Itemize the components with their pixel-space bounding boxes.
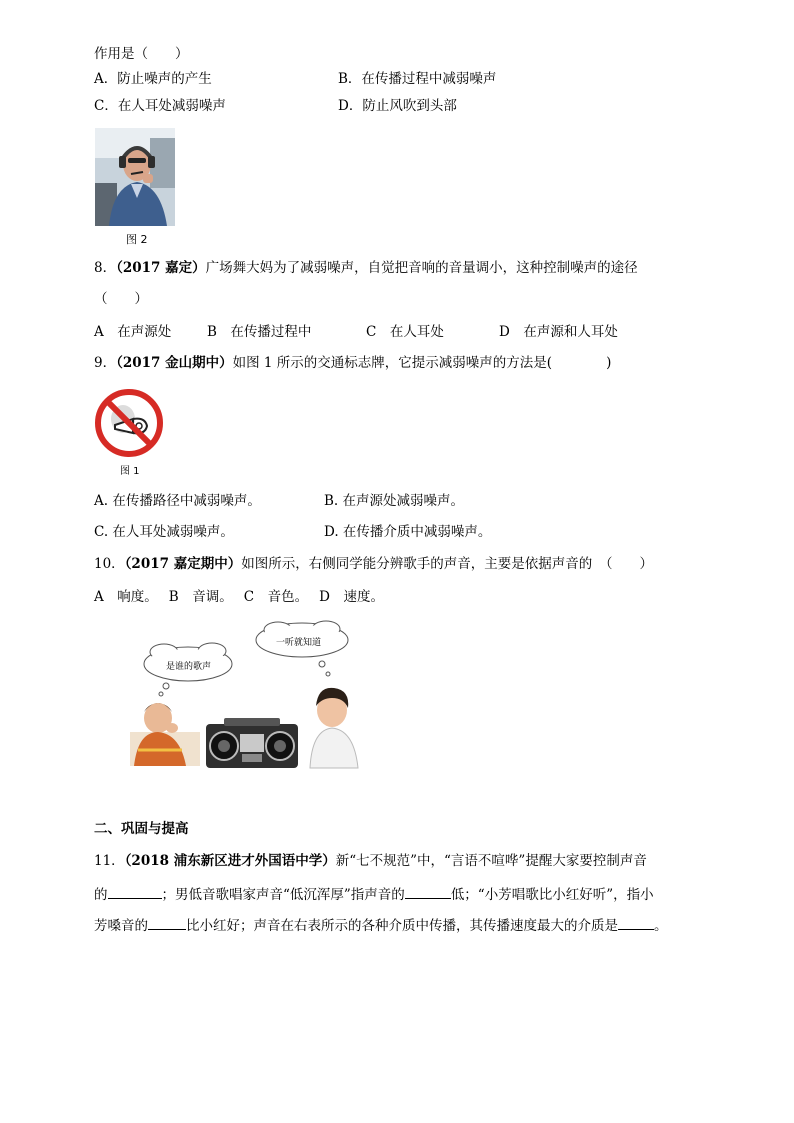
q9-number: 9． bbox=[94, 355, 117, 371]
q7-option-a: A．防止噪声的产生 bbox=[94, 71, 212, 87]
q11-stem-text: 新“七不规范”中，“言语不喧哗”提醒大家要控制声音 bbox=[335, 853, 647, 869]
q11-line-3-c: 。 bbox=[654, 918, 668, 934]
q9-option-c: C. 在人耳处减弱噪声。 bbox=[94, 524, 234, 540]
q8-paren: （ ） bbox=[94, 291, 148, 307]
q7-option-d: D．防止风吹到头部 bbox=[338, 98, 457, 114]
q8-number: 8． bbox=[94, 260, 117, 276]
answer-blank-2[interactable] bbox=[405, 884, 451, 899]
q7-option-c: C．在人耳处减弱噪声 bbox=[94, 98, 226, 114]
section-2-title: 二、巩固与提高 bbox=[94, 821, 189, 837]
q8-option-d: D 在声源和人耳处 bbox=[499, 324, 618, 340]
q11-line-3-a: 芳嗓音的 bbox=[94, 918, 148, 934]
q10-source: （2017 嘉定期中） bbox=[124, 556, 242, 572]
q9-option-d: D. 在传播介质中减弱噪声。 bbox=[324, 524, 492, 540]
pilot-photo bbox=[95, 128, 175, 226]
q11-line-3-b: 比小红好；声音在右表所示的各种介质中传播，其传播速度最大的介质是 bbox=[186, 918, 618, 934]
q11-number: 11． bbox=[94, 853, 125, 869]
q8-option-c: C 在人耳处 bbox=[366, 324, 444, 340]
q11-line-2-b: ；男低音歌唱家声音“低沉浑厚”指声音的 bbox=[161, 887, 405, 903]
q8-option-b: B 在传播过程中 bbox=[207, 324, 312, 340]
q9-source: （2017 金山期中） bbox=[116, 355, 233, 371]
q8-source: （2017 嘉定） bbox=[116, 260, 206, 276]
answer-blank-3[interactable] bbox=[148, 915, 186, 930]
q7-stem-end: 作用是（ ） bbox=[94, 46, 189, 62]
q7-option-b: B．在传播过程中减弱噪声 bbox=[338, 71, 497, 87]
q11-line-2-c: 低；“小芳唱歌比小红好听”，指小 bbox=[450, 887, 654, 903]
q11-source: （2018 浦东新区进才外国语中学） bbox=[124, 853, 336, 869]
listening-illustration bbox=[128, 620, 378, 770]
figure-1-caption: 图 1 bbox=[120, 466, 140, 477]
q9-option-a: A. 在传播路径中减弱噪声。 bbox=[94, 493, 261, 509]
figure-2-caption: 图 2 bbox=[126, 233, 148, 246]
answer-blank-1[interactable] bbox=[108, 884, 162, 899]
right-thought-bubble-text: 一听就知道 bbox=[276, 638, 322, 648]
q11-line-3 bbox=[94, 915, 668, 936]
q9-stem bbox=[94, 353, 611, 373]
q10-options: A 响度。 B 音调。 C 音色。 D 速度。 bbox=[94, 589, 384, 605]
q9-option-b: B. 在声源处减弱噪声。 bbox=[324, 493, 465, 509]
q11-line-2 bbox=[94, 884, 654, 905]
answer-blank-4[interactable] bbox=[618, 915, 654, 930]
q8-stem-text: 广场舞大妈为了减弱噪声，自觉把音响的音量调小，这种控制噪声的途径 bbox=[205, 260, 638, 276]
q8-stem bbox=[94, 258, 638, 278]
q11-line-2-a: 的 bbox=[94, 887, 108, 903]
q10-stem-text: 如图所示，右侧同学能分辨歌手的声音，主要是依据声音的 （ ） bbox=[241, 556, 653, 572]
q11-stem bbox=[94, 851, 647, 871]
q9-stem-text: 如图 1 所示的交通标志牌，它提示减弱噪声的方法是( ) bbox=[232, 355, 612, 371]
q8-option-a: A 在声源处 bbox=[94, 324, 172, 340]
q10-number: 10． bbox=[94, 556, 125, 572]
no-honking-sign-icon bbox=[95, 389, 163, 457]
left-thought-bubble-text: 是谁的歌声 bbox=[166, 662, 212, 672]
q10-stem bbox=[94, 554, 653, 574]
